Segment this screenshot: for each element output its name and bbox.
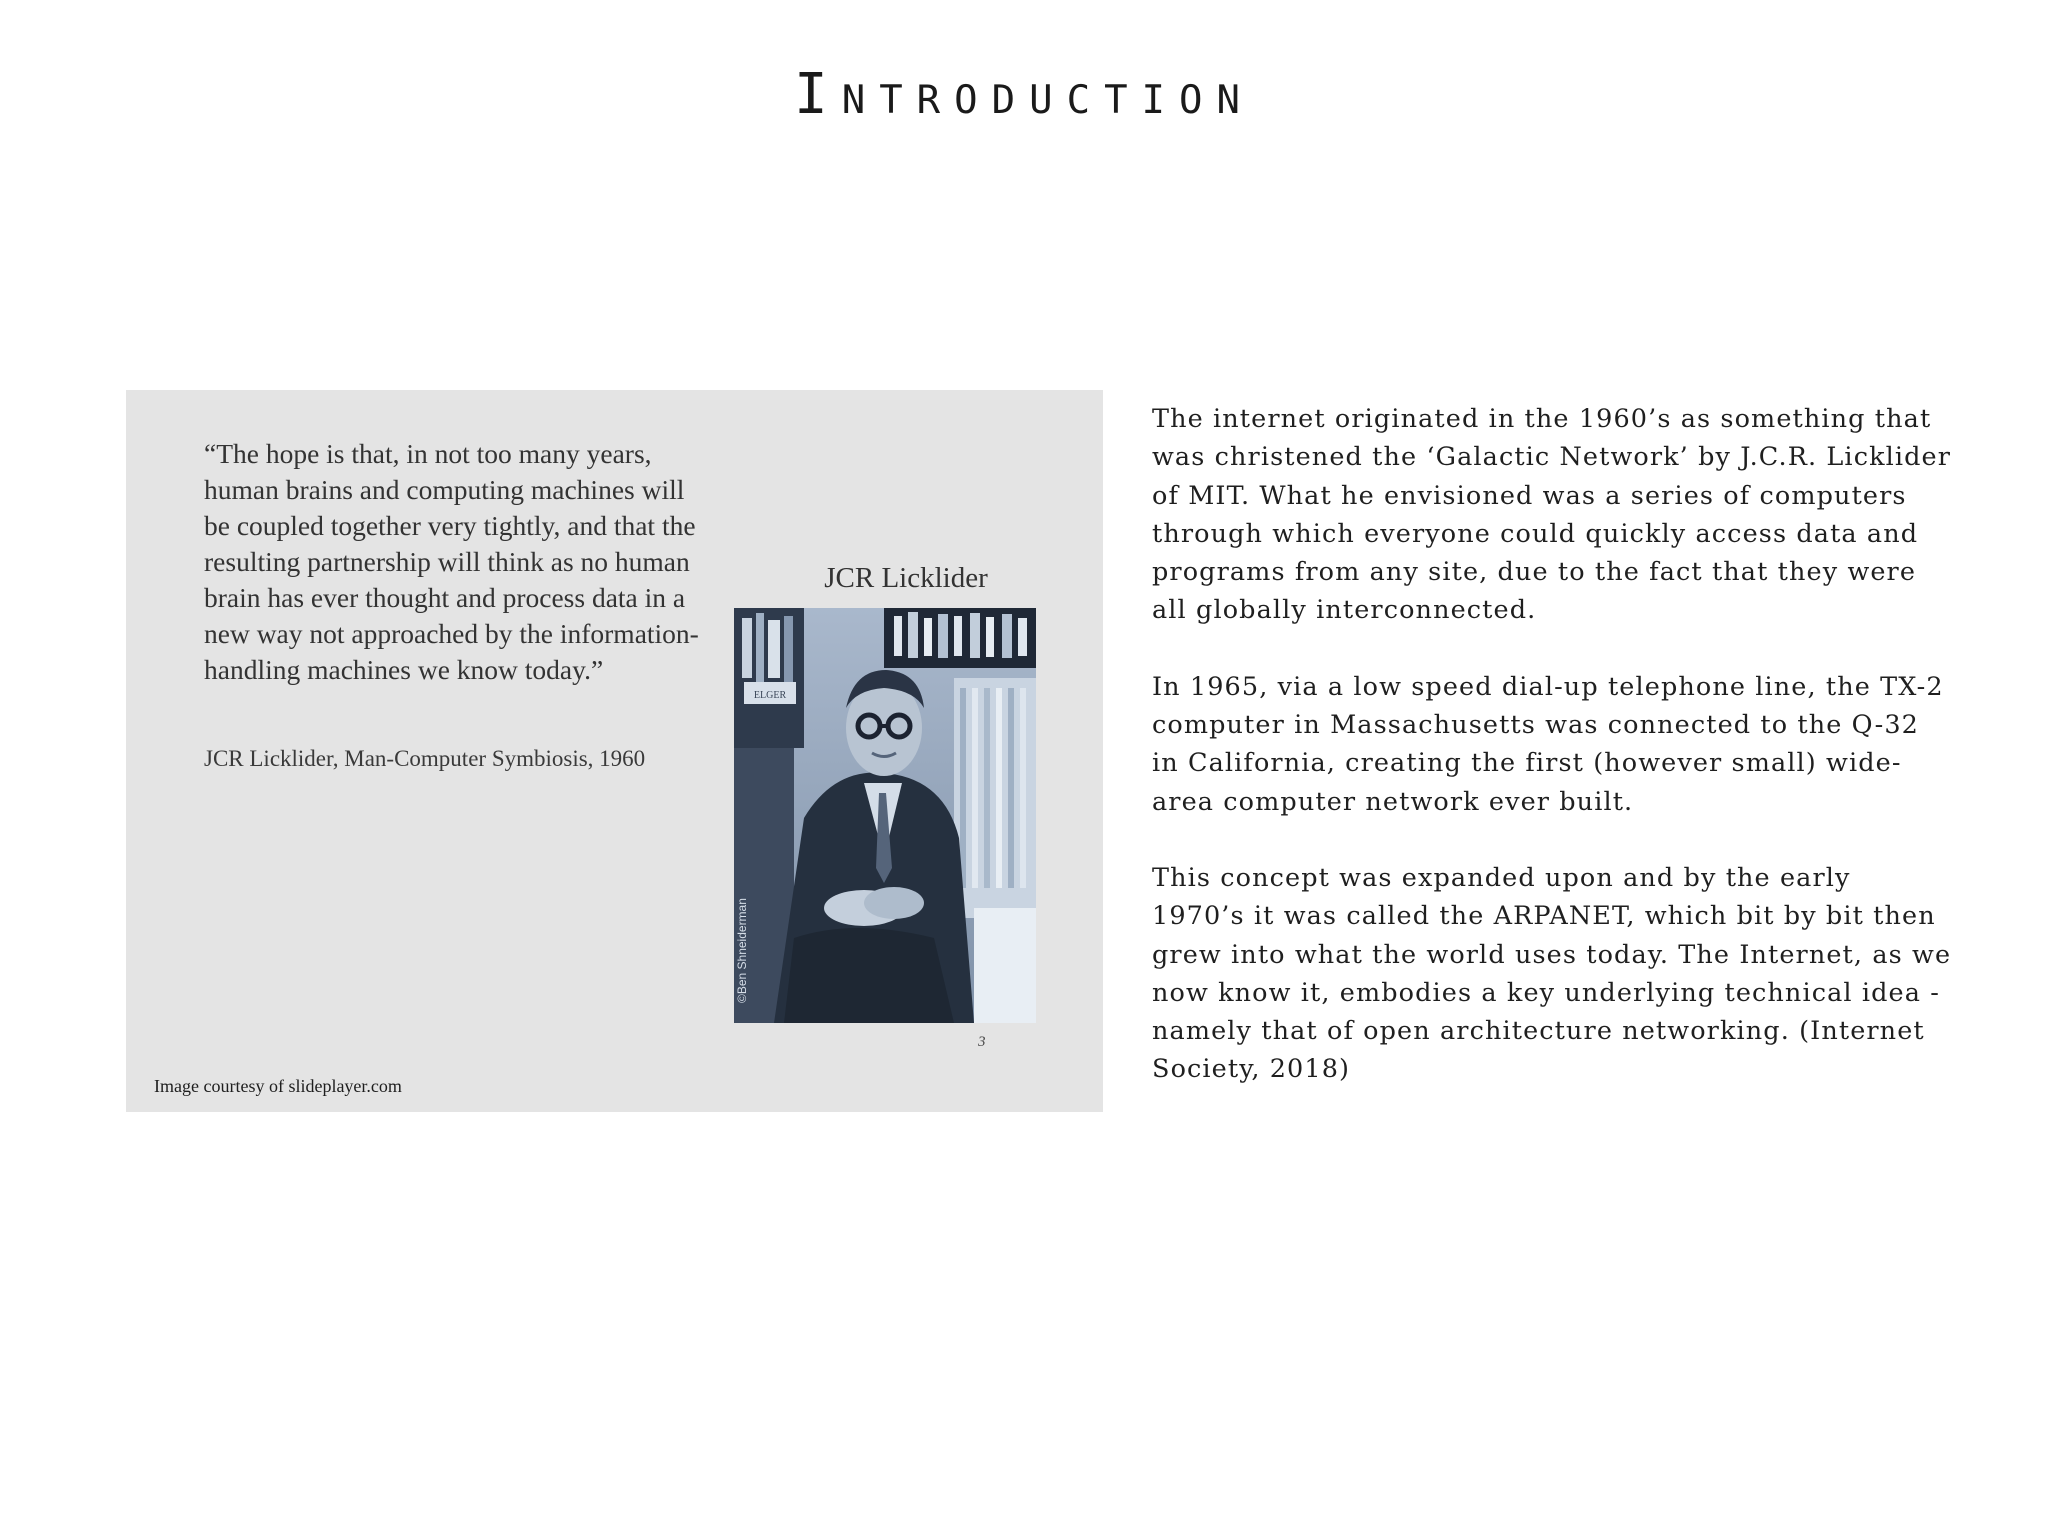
- quote-attribution: JCR Licklider, Man-Computer Symbiosis, 1960: [204, 746, 646, 771]
- paragraph-1965: In 1965, via a low speed dial-up telephone line, the TX-2 computer in Massachusetts was connected to the Q-32 in California, creating the first (however small) wide-area computer network ever built.: [1152, 671, 1944, 817]
- paragraph-arpanet: This concept was expanded upon and by the early 1970’s it was called the ARPANET, which bit by bit then grew into what the world uses today. The Internet, as we now know it, embodies a key underlying technical idea - namely that of open architecture networking. (Internet Society, 2018): [1152, 862, 1952, 1085]
- photo-caption: JCR Licklider: [824, 562, 988, 594]
- licklider-figure: [126, 390, 1103, 1112]
- image-credit: Image courtesy of slideplayer.com: [154, 1076, 402, 1096]
- photo-sign: ELGER: [753, 690, 787, 701]
- slide-title: Introduction: [794, 62, 1254, 127]
- slide-number: 3: [978, 1034, 986, 1050]
- paragraph-origin: The internet originated in the 1960’s as something that was christened the ‘Galactic Network’ by J.C.R. Licklider of MIT. What he envisioned was a series of computers through which everyone could quickly access data and programs from any site, due to the fact that they were all globally interconnected.: [1152, 404, 1952, 626]
- licklider-quote: “The hope is that, in not too many years, human brains and computing machines will be coupled together very tightly, and that the resulting partnership will think as no human brain has ever thought and process data in a new way not approached by the information-handling machines we know today.”: [204, 438, 699, 685]
- body-text: [1152, 400, 1952, 1127]
- photo-credit: ©Ben Shneiderman: [735, 898, 749, 1003]
- licklider-photo: [734, 608, 1036, 1023]
